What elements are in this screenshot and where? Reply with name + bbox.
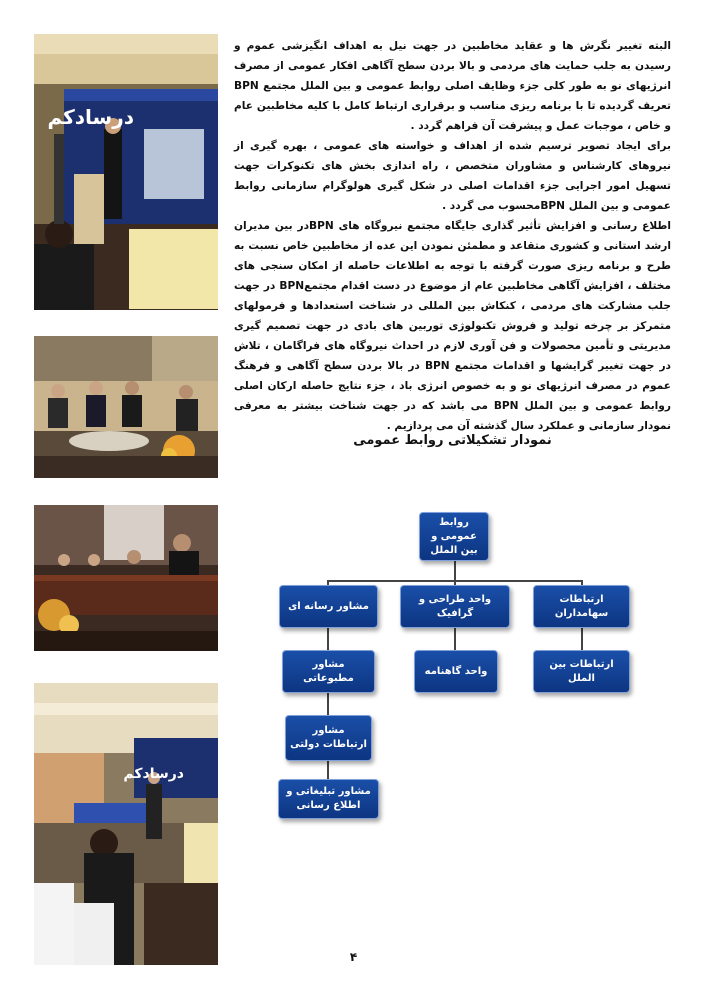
org-chart-title: نمودار تشکیلاتی روابط عمومی	[353, 433, 552, 448]
org-node-government-relations-advisor: مشاور ارتباطات دولتی	[285, 715, 372, 761]
connector-root	[454, 561, 456, 581]
connector-left-1	[327, 628, 329, 650]
org-node-design-graphics: واحد طراحی و گرافیک	[400, 585, 510, 628]
connector-left-2	[327, 693, 329, 715]
connector-horizontal	[327, 580, 582, 582]
connector-right	[581, 580, 583, 585]
paragraph-experts: برای ایجاد تصویر ترسیم شده از اهداف و خواسته های عمومی ، بهره گیری از نیروهای کارشناس و مشاوران متخصص ، راه اندازی بخش های تکنوکرات جهت تسهیل امور اجرایی جزء اقدامات اصلی در شکل گیری هولوگرام سازمانی روابط عمومی و بین الملل BPNمحسوب می گردد .	[234, 140, 671, 212]
body-text	[234, 36, 671, 436]
connector-left	[327, 580, 329, 585]
page-number: ۴	[349, 950, 358, 964]
photo-conference-hall	[34, 683, 218, 965]
photo-panel-table	[34, 505, 218, 651]
connector-middle-1	[454, 628, 456, 650]
paragraph-information: اطلاع رسانی و افزایش تأثیر گذاری جایگاه مجتمع نیروگاه های BPNدر بین مدیران ارشد استانی و کشوری متقاعد و مطمئن نمودن این عده از مخاطبین خاص نسبت به طرح و برنامه ریزی صورت گرفته با توجه به اطلاعات حاصله از امکان سنجی های مختلف ، افزایش آگاهی مخاطبین عام از موضوع در دست اقدام مجتمعBPN در جهت جلب مشارکت های مردمی ، کنکاش بین المللی در شناخت استعدادها و فرمولهای متمرکز بر چرخه تولید و فروش تکنولوژی توربین های بادی در جهت تصمیم گیری مدیریتی و تأمین محصولات و فن آوری لازم در احداث نیروگاه های فراگامان ، تلاش در جهت تغییر گرایشها و اقدامات مجتمع BPN در بالا بردن سطح آگاهی و فرهنگ عموم در مصرف انرژیهای نو و به خصوص انرژی باد ، جزء نتایج حاصله ارکان اصلی روابط عمومی و بین الملل BPN می باشد که در جهت شناخت بیشتر به معرفی نمودار سازمانی و عملکرد سال گذشته آن می پردازیم .	[234, 220, 671, 432]
banner-text-hall: درسادکم	[123, 766, 184, 782]
org-node-periodical: واحد گاهنامه	[414, 650, 498, 693]
org-node-media-advisor: مشاور رسانه ای	[279, 585, 378, 628]
connector-right-1	[581, 628, 583, 650]
org-node-international-relations: ارتباطات بین الملل	[533, 650, 630, 693]
paragraph-goals: البته تغییر نگرش ها و عقاید مخاطبین در جهت نیل به اهداف انگیزشی عموم و رسیدن به جلب حمایت های مردمی و بالا بردن سطح آگاهی افکار عمومی از مصرف انرژیهای نو به طور کلی جزء وظایف اصلی روابط عمومی و بین الملل مجتمع BPN تعریف گردیده تا با برنامه ریزی مناسب و برقراری ارتباط کامل با کلیه مخاطبین عام و خاص ، موجبات عمل و پیشرفت آن فراهم گردد .	[234, 40, 671, 132]
photo-meeting-sofa	[34, 336, 218, 478]
org-node-root: روابط عمومی و بین الملل	[419, 512, 489, 561]
org-node-shareholder-relations: ارتباطات سهامداران	[533, 585, 630, 628]
connector-left-3	[327, 761, 329, 779]
org-node-press-advisor: مشاور مطبوعاتی	[282, 650, 375, 693]
photo-press-conference-podium	[34, 34, 218, 310]
banner-text: درسادکم	[47, 105, 134, 129]
org-node-advertising-advisor: مشاور تبلیغاتی و اطلاع رسانی	[278, 779, 379, 819]
connector-middle	[454, 580, 456, 585]
